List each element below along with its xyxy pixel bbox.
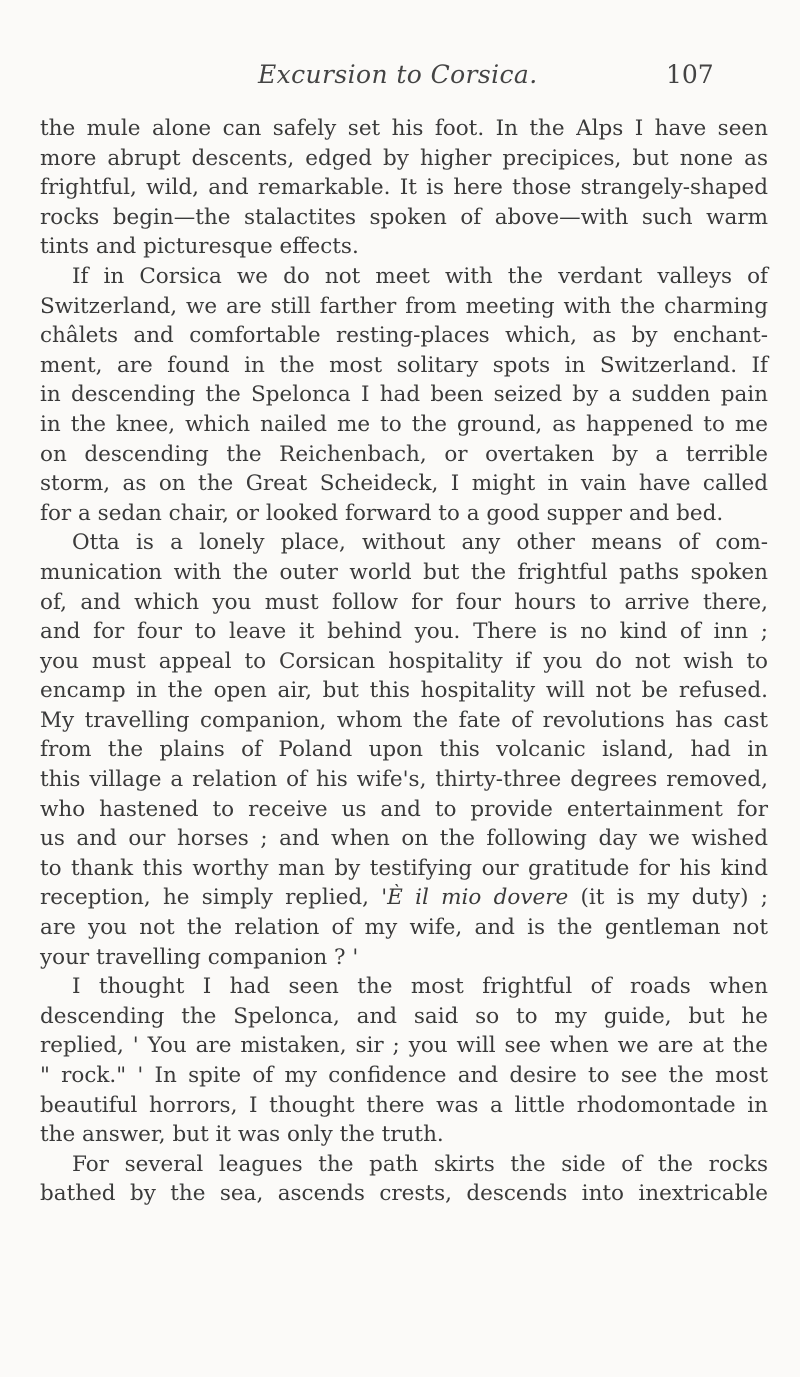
text-line: For several leagues the path skirts the side of the rocks [72, 1151, 768, 1177]
text-line: bathed by the sea, ascends crests, descends into inextricable [40, 1181, 768, 1207]
text-line: and for four to leave it behind you. There is no kind of inn ; [40, 619, 768, 645]
text-line: munication with the outer world but the frightful paths spoken [40, 559, 768, 585]
text-line: storm, as on the Great Scheideck, I might in vain have called [40, 471, 768, 497]
page-number: 107 [666, 60, 714, 89]
text-line: for a sedan chair, or looked forward to a good supper and bed. [40, 500, 724, 526]
text-line: your travelling companion ? ' [40, 944, 359, 970]
text-line: " rock." ' In spite of my confidence and desire to see the most [40, 1063, 768, 1088]
text-line: rocks begin—the stalactites spoken of above—with such warm [40, 204, 768, 230]
text-line: If in Corsica we do not meet with the verdant valleys of [72, 263, 768, 289]
text-line: of, and which you must follow for four hours to arrive there, [40, 589, 768, 615]
text-line: the answer, but it was only the truth. [40, 1122, 444, 1148]
text-line: from the plains of Poland upon this volcanic island, had in [40, 737, 768, 763]
text-line: Otta is a lonely place, without any other means of com- [72, 530, 768, 556]
running-title: Excursion to Corsica. [258, 60, 538, 89]
text-line: in descending the Spelonca I had been seized by a sudden pain [40, 382, 768, 408]
text-line: us and our horses ; and when on the following day we wished [40, 826, 768, 852]
text-line: I thought I had seen the most frightful of roads when [72, 974, 768, 1000]
text-line: in the knee, which nailed me to the ground, as happened to me [40, 411, 768, 437]
text-line: on descending the Reichenbach, or overtaken by a terrible [40, 441, 768, 467]
text-line: encamp in the open air, but this hospitality will not be refused. [40, 678, 768, 704]
text-line: frightful, wild, and remarkable. It is here those strangely-shaped [40, 175, 768, 201]
text-line: who hastened to receive us and to provide entertainment for [40, 796, 768, 822]
text-line: are you not the relation of my wife, and is the gentleman not [40, 915, 768, 941]
text-line: replied, ' You are mistaken, sir ; you will see when we are at the [40, 1033, 768, 1059]
text-line: châlets and comfortable resting-places which, as by enchant- [40, 323, 768, 349]
running-head [0, 60, 800, 100]
italic-phrase: È il mio dovere [387, 885, 569, 911]
text-line: ment, are found in the most solitary spots in Switzerland. If [40, 352, 768, 378]
text-line: more abrupt descents, edged by higher precipices, but none as [40, 145, 768, 171]
text-line: you must appeal to Corsican hospitality if you do not wish to [40, 648, 768, 674]
text-line: the mule alone can safely set his foot. In the Alps I have seen [40, 116, 768, 141]
text-line: descending the Spelonca, and said so to my guide, but he [40, 1003, 768, 1029]
text-line: Switzerland, we are still farther from meeting with the charming [40, 293, 768, 319]
text-line: to thank this worthy man by testifying our gratitude for his kind [40, 855, 768, 881]
text-line: tints and picturesque effects. [40, 234, 359, 260]
text-line: reception, he simply replied, 'È il mio dovere (it is my duty) ; [40, 885, 768, 911]
text-line: My travelling companion, whom the fate of revolutions has cast [40, 707, 768, 733]
text-line: this village a relation of his wife's, thirty-three degrees removed, [40, 767, 768, 793]
text-line: beautiful horrors, I thought there was a little rhodomontade in [40, 1092, 768, 1118]
body-text [40, 114, 768, 1209]
